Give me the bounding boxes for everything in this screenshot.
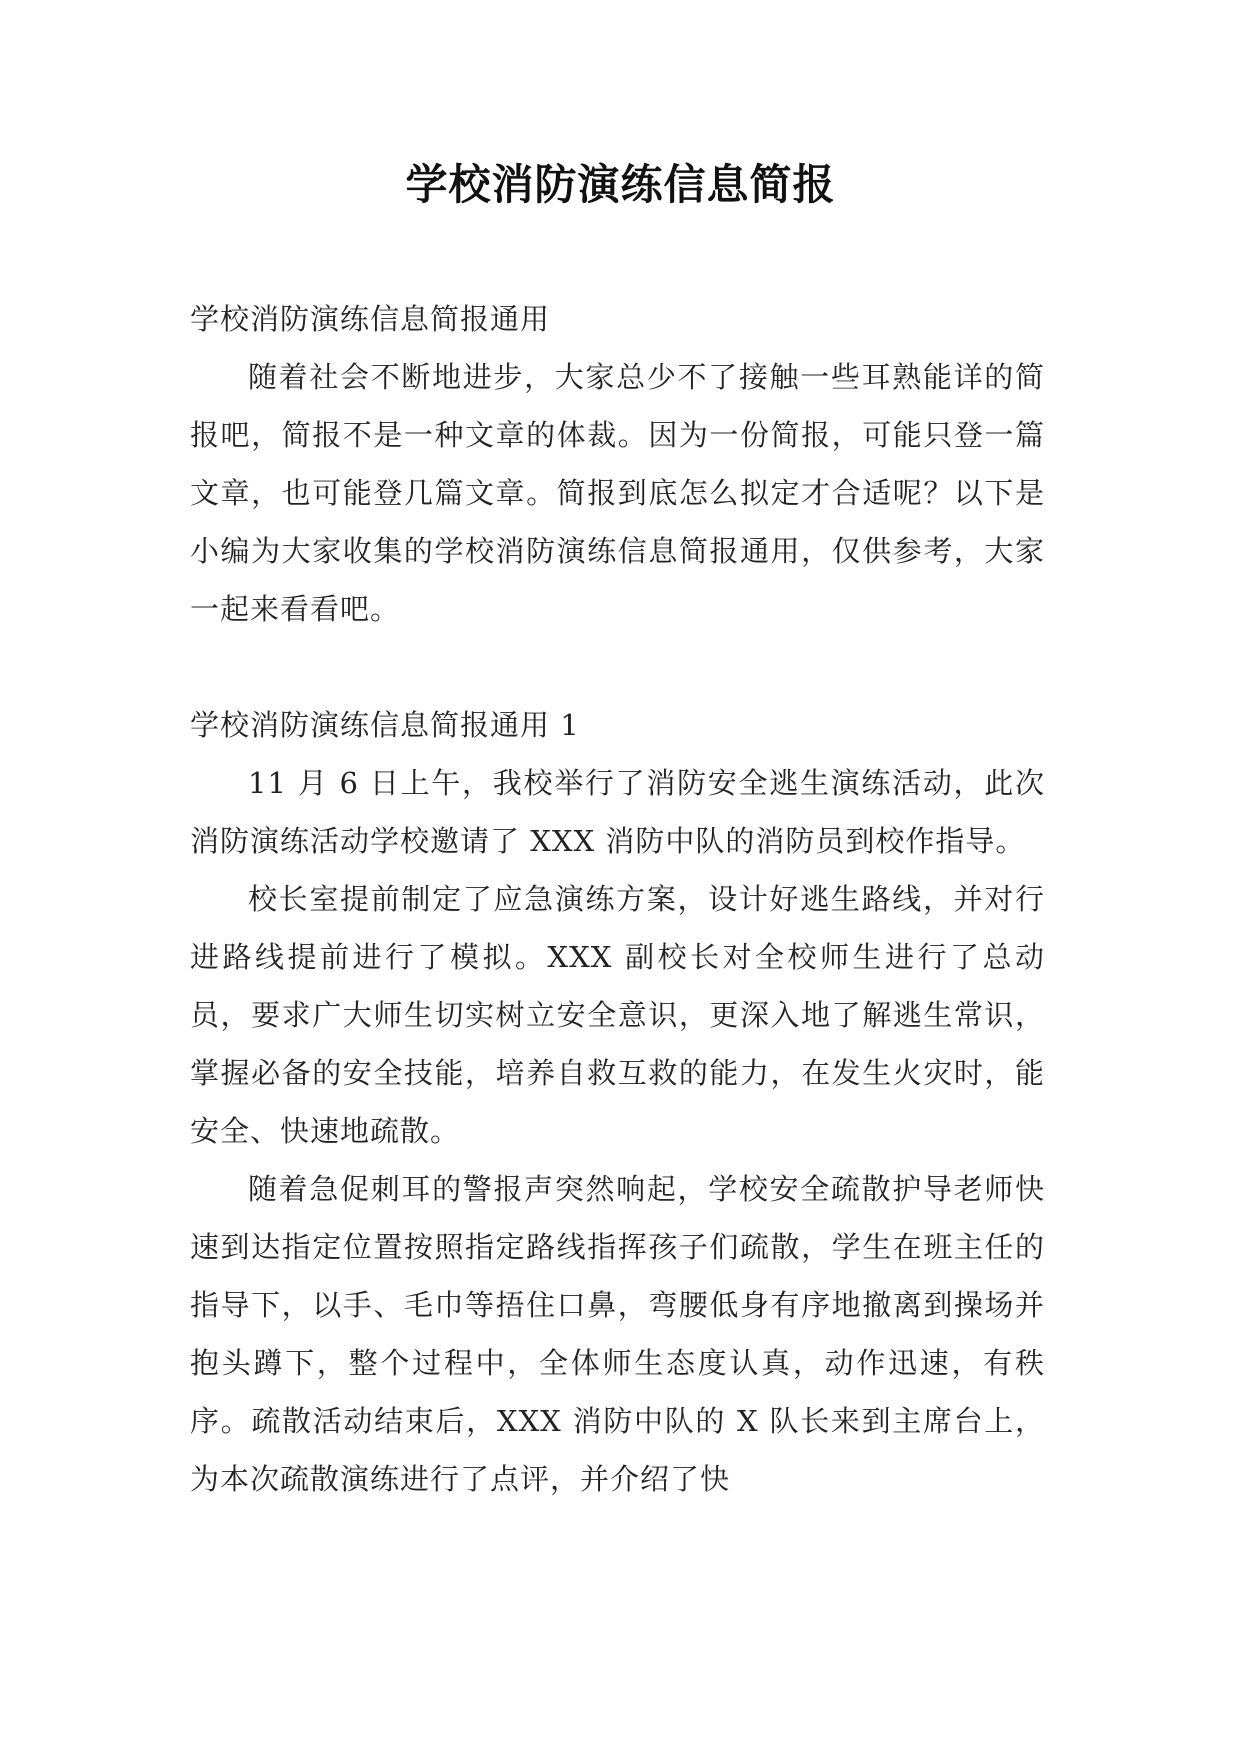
document-body xyxy=(190,290,1045,1508)
intro-heading: 学校消防演练信息简报通用 xyxy=(190,302,551,336)
section-spacer xyxy=(190,638,1045,696)
section1-heading: 学校消防演练信息简报通用 1 xyxy=(190,708,580,742)
section1-paragraph-2: 校长室提前制定了应急演练方案，设计好逃生路线，并对行进路线提前进行了模拟。XXX 副校长对全校师生进行了总动员，要求广大师生切实树立安全意识，更深入地了解逃生常识，掌握必备的安全技能，培养自救互救的能力，在发生火灾时，能安全、快速地疏散。 xyxy=(190,882,1045,1148)
section1-paragraph-3: 随着急促刺耳的警报声突然响起，学校安全疏散护导老师快速到达指定位置按照指定路线指挥孩子们疏散，学生在班主任的指导下，以手、毛巾等捂住口鼻，弯腰低身有序地撤离到操场并抱头蹲下，整个过程中，全体师生态度认真，动作迅速，有秩序。疏散活动结束后，XXX 消防中队的 X 队长来到主席台上，为本次疏散演练进行了点评，并介绍了快 xyxy=(190,1172,1045,1496)
intro-paragraph: 随着社会不断地进步，大家总少不了接触一些耳熟能详的简报吧，简报不是一种文章的体裁。因为一份简报，可能只登一篇文章，也可能登几篇文章。简报到底怎么拟定才合适呢？以下是小编为大家收集的学校消防演练信息简报通用，仅供参考，大家一起来看看吧。 xyxy=(190,360,1045,626)
document-title: 学校消防演练信息简报 xyxy=(405,160,836,209)
section1-paragraph-1: 11 月 6 日上午，我校举行了消防安全逃生演练活动，此次消防演练活动学校邀请了 XXX 消防中队的消防员到校作指导。 xyxy=(190,766,1045,858)
